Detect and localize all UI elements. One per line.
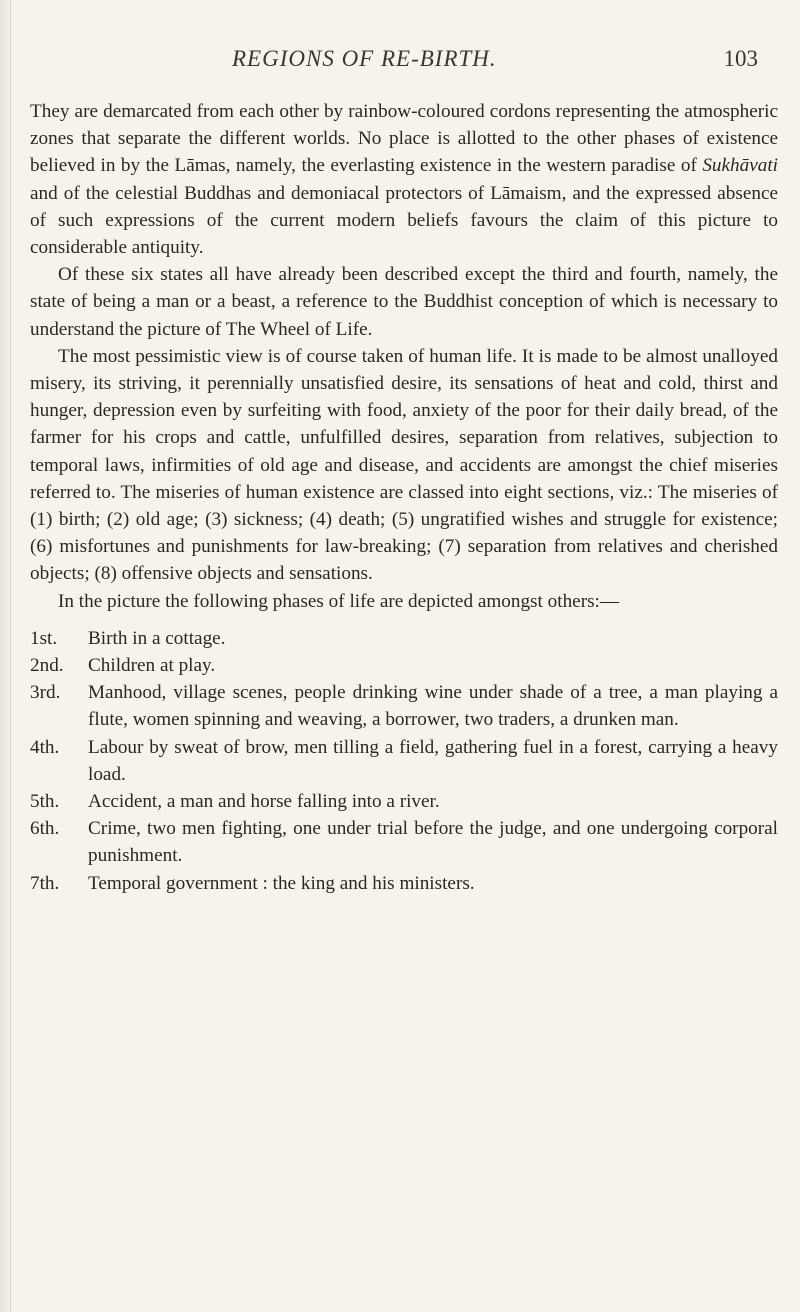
list-item-text: Birth in a cottage. [88,627,226,649]
paragraph-1-end: and of the celestial Buddhas and demoniacal protectors of Lāmaism, and the expressed absence of such expressions of the current modern beliefs favours the claim of this picture to considerable antiquity. [30,182,778,259]
phases-list [30,625,778,897]
list-item-number: 4th. [30,736,60,758]
paragraph-4: In the picture the following phases of life are depicted amongst others:— [58,590,620,612]
list-item-text: Children at play. [88,655,216,677]
paragraph-1 [30,98,778,261]
running-title: REGIONS OF RE-BIRTH. [232,46,497,71]
list-item [30,870,778,897]
paragraph-2: Of these six states all have already been described except the third and fourth, namely, the state of being a man or a beast, a reference to the Buddhist conception of which is necessary to understand the picture of The Wheel of Life. [30,264,778,340]
body-text [30,98,778,897]
page-gutter-line [10,0,11,1312]
list-item-number: 2nd. [30,655,64,677]
list-item [30,652,778,679]
list-item-text: Crime, two men fighting, one under trial before the judge, and one undergoing corporal punishment. [88,818,778,867]
list-item [30,625,778,652]
paragraph-3: The most pessimistic view is of course taken of human life. It is made to be almost unalloyed misery, its striving, it perennially unsatisfied desire, its sensations of heat and cold, thirst and hunger, depression even by surfeiting with food, anxiety of the poor for their daily bread, of the farmer for his crops and cattle, unfulfilled desires, separation from relatives, subjection to temporal laws, infirmities of old age and disease, and accidents are amongst the chief miseries referred to. The miseries of human existence are classed into eight sections, viz.: The miseries of (1) birth; (2) old age; (3) sickness; (4) death; (5) ungratified wishes and struggle for existence; (6) misfortunes and punishments for law-breaking; (7) separation from relatives and cherished objects; (8) offensive objects and sensations. [30,345,778,585]
list-item-text: Labour by sweat of brow, men tilling a field, gathering fuel in a forest, carrying a heavy load. [88,736,778,785]
list-item [30,788,778,815]
list-item-number: 3rd. [30,682,61,704]
list-item [30,734,778,788]
page-gutter-shadow [0,0,10,1312]
paragraph-1-italic-term: Sukhāvati [702,155,778,177]
list-item-number: 1st. [30,627,58,649]
list-item-text: Temporal government : the king and his ministers. [88,872,475,894]
paragraph-1-start: They are demarcated from each other by rainbow-coloured cordons representing the atmospheric zones that separate the different worlds. No place is allotted to the other phases of existence believed in by the Lāmas, namely, the everlasting existence in the western paradise of [30,101,778,177]
page-number: 103 [723,46,758,71]
list-item [30,679,778,733]
list-item-text: Manhood, village scenes, people drinking wine under shade of a tree, a man playing a flute, women spinning and weaving, a borrower, two traders, a drunken man. [88,682,778,731]
running-head [0,46,800,82]
list-item [30,815,778,869]
list-item-number: 7th. [30,872,60,894]
list-item-text: Accident, a man and horse falling into a river. [88,791,440,813]
list-item-number: 5th. [30,791,60,813]
list-item-number: 6th. [30,818,60,840]
